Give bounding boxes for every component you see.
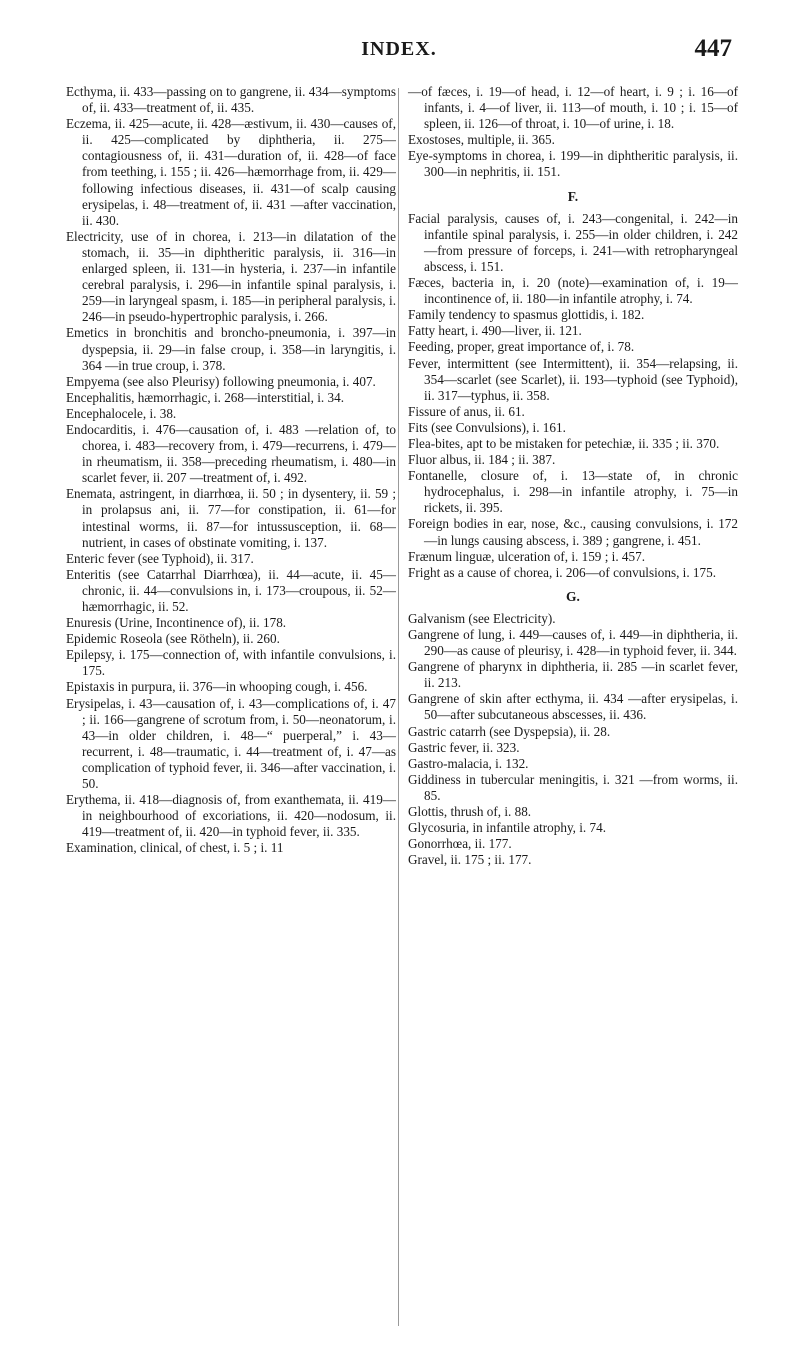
index-entry: Epidemic Roseola (see Rötheln), ii. 260. (66, 631, 280, 647)
index-group-e (408, 132, 738, 180)
index-entry: Gastro-malacia, i. 132. (408, 755, 529, 771)
index-entry: Electricity, use of in chorea, i. 213—in dilatation of the stomach, ii. 35—in diphtheritic paralysis, ii. 316—in enlarged spleen, ii. 131—in hysteria, i. 237—in infantile cerebral paralysis, i. 296—in infantile spinal paralysis, i. 259—in laryngeal spasm, i. 185—in peripheral paralysis, i. 246—in pseudo-hypertrophic paralysis, i. 266. (66, 228, 396, 325)
index-entry: Fits (see Convulsions), i. 161. (408, 419, 566, 435)
index-entry: Gastric fever, ii. 323. (408, 739, 520, 755)
section-letter-f: F. (567, 188, 579, 204)
index-entry: Epistaxis in purpura, ii. 376—in whooping cough, i. 456. (66, 679, 368, 695)
index-entry: Enteric fever (see Typhoid), ii. 317. (66, 550, 254, 566)
index-column-left (66, 84, 396, 857)
section-letter-g: G. (566, 588, 580, 604)
index-entry: Foreign bodies in ear, nose, &c., causing convulsions, i. 172—in lungs causing abscess, i. 389 ; gangrene, i. 451. (408, 516, 738, 548)
index-entry: Frænum linguæ, ulceration of, i. 159 ; i. 457. (408, 548, 645, 564)
index-entry: Enemata, astringent, in diarrhœa, ii. 50 ; in dysentery, ii. 59 ; in prolapsus ani, ii. 77—for constipation, ii. 61—for intestinal worms, ii. 87—for intussusception, ii. 68—nutrient, in cases of obstinate vomiting, i. 137. (66, 486, 396, 550)
index-entry: Feeding, proper, great importance of, i. 78. (408, 339, 635, 355)
index-entry: Encephalocele, i. 38. (66, 405, 177, 421)
index-entry: Examination, clinical, of chest, i. 5 ; i. 11 (66, 840, 284, 856)
index-entry: Family tendency to spasmus glottidis, i. 182. (408, 307, 645, 323)
index-entry: Gangrene of lung, i. 449—causes of, i. 449—in diphtheria, ii. 290—as cause of pleurisy, i. 428—in typhoid fever, ii. 344. (408, 627, 738, 659)
index-entry: Eye-symptoms in chorea, i. 199—in diphtheritic paralysis, ii. 300—in nephritis, ii. 151. (408, 148, 738, 180)
index-entry: Glottis, thrush of, i. 88. (408, 804, 532, 820)
index-entry: Gangrene of skin after ecthyma, ii. 434 —after erysipelas, i. 50—after subcutaneous abscesses, ii. 436. (408, 691, 738, 723)
column-divider (398, 88, 399, 1326)
page-header (66, 35, 732, 80)
index-entry: Ecthyma, ii. 433—passing on to gangrene, ii. 434—symptoms of, ii. 433—treatment of, ii. 435. (66, 84, 396, 116)
index-entry: Fever, intermittent (see Intermittent), ii. 354—relapsing, ii. 354—scarlet (see Scarlet), ii. 193—typhoid (see Typhoid), ii. 317—typhus, ii. 358. (408, 355, 738, 403)
index-entry: Gonorrhœa, ii. 177. (408, 836, 512, 852)
index-group-f (408, 211, 738, 581)
index-entry: Fissure of anus, ii. 61. (408, 403, 525, 419)
index-entry: Flea-bites, apt to be mistaken for petechiæ, ii. 335 ; ii. 370. (408, 435, 720, 451)
index-entry: Erythema, ii. 418—diagnosis of, from exanthemata, ii. 419—in neighbourhood of excoriations, ii. 420—nodosum, ii. 419—treatment of, ii. 420—in typhoid fever, ii. 335. (66, 792, 396, 840)
index-column-right (408, 84, 738, 868)
index-entry: Gastric catarrh (see Dyspepsia), ii. 28. (408, 723, 611, 739)
index-entry: Giddiness in tubercular meningitis, i. 321 —from worms, ii. 85. (408, 771, 738, 803)
index-entry: Erysipelas, i. 43—causation of, i. 43—complications of, i. 47 ; ii. 166—gangrene of scrotum from, i. 50—neonatorum, i. 43—in older children, i. 48—“ puerperal,” i. 43—recurrent, i. 48—traumatic, i. 44—treatment of, i. 47—as complication of typhoid fever, ii. 346—after vaccination, i. 50. (66, 695, 396, 792)
page-number: 447 (694, 35, 732, 62)
index-entry: Encephalitis, hæmorrhagic, i. 268—interstitial, i. 34. (66, 389, 344, 405)
index-entry: Enteritis (see Catarrhal Diarrhœa), ii. 44—acute, ii. 45—chronic, ii. 44—convulsions in, i. 173—croupous, ii. 52—hæmorrhagic, ii. 52. (66, 566, 396, 614)
index-entry: Gangrene of pharynx in diphtheria, ii. 285 —in scarlet fever, ii. 213. (408, 659, 738, 691)
index-entry: Fontanelle, closure of, i. 13—state of, in chronic hydrocephalus, i. 298—in infantile atrophy, i. 75—in rickets, ii. 395. (408, 468, 738, 516)
index-entry: Exostoses, multiple, ii. 365. (408, 132, 555, 148)
index-entry: Fluor albus, ii. 184 ; ii. 387. (408, 452, 556, 468)
index-entry: Eczema, ii. 425—acute, ii. 428—æstivum, ii. 430—causes of, ii. 425—complicated by diphtheria, ii. 275—contagiousness of, ii. 431—duration of, ii. 428—of face from teething, i. 155 ; ii. 426—hæmorrhage from, ii. 429—following infectious diseases, ii. 431—of scalp causing erysipelas, i. 48—treatment of, ii. 431 —after vaccination, ii. 430. (66, 116, 396, 228)
index-entry: Endocarditis, i. 476—causation of, i. 483 —relation of, to chorea, i. 483—recovery from, i. 479—recurrens, i. 479—in rheumatism, ii. 358—preceding rheumatism, i. 480—in scarlet fever, ii. 207 —treatment of, i. 492. (66, 421, 396, 486)
index-entry: Fright as a cause of chorea, i. 206—of convulsions, i. 175. (408, 564, 717, 580)
index-entry: Glycosuria, in infantile atrophy, i. 74. (408, 820, 607, 836)
index-entry-continuation: —of fæces, i. 19—of head, i. 12—of heart, i. 9 ; i. 16—of infants, i. 4—of liver, ii. 113—of mouth, i. 10 ; i. 15—of spleen, ii. 126—of throat, i. 10—of urine, i. 18. (408, 84, 738, 132)
index-group-g (408, 611, 738, 869)
index-entry: Empyema (see also Pleurisy) following pneumonia, i. 407. (66, 373, 376, 389)
index-entry: Fatty heart, i. 490—liver, ii. 121. (408, 323, 582, 339)
index-entry: Galvanism (see Electricity). (408, 610, 556, 626)
index-entry: Facial paralysis, causes of, i. 243—congenital, i. 242—in infantile spinal paralysis, i. 255—in older children, i. 242—from pressure of forceps, i. 241—with retropharyngeal abscess, i. 151. (408, 210, 738, 274)
index-entry: Enuresis (Urine, Incontinence of), ii. 178. (66, 615, 287, 631)
page-title: INDEX. (361, 38, 437, 60)
index-entry: Fæces, bacteria in, i. 20 (note)—examination of, i. 19—incontinence of, ii. 180—in infantile atrophy, i. 74. (408, 275, 738, 307)
index-entry: Gravel, ii. 175 ; ii. 177. (408, 852, 532, 868)
index-entry: Emetics in bronchitis and broncho-pneumonia, i. 397—in dyspepsia, ii. 29—in false croup, i. 358—in laryngitis, i. 364 —in true croup, i. 378. (66, 325, 396, 373)
index-entry: Epilepsy, i. 175—connection of, with infantile convulsions, i. 175. (66, 647, 396, 679)
